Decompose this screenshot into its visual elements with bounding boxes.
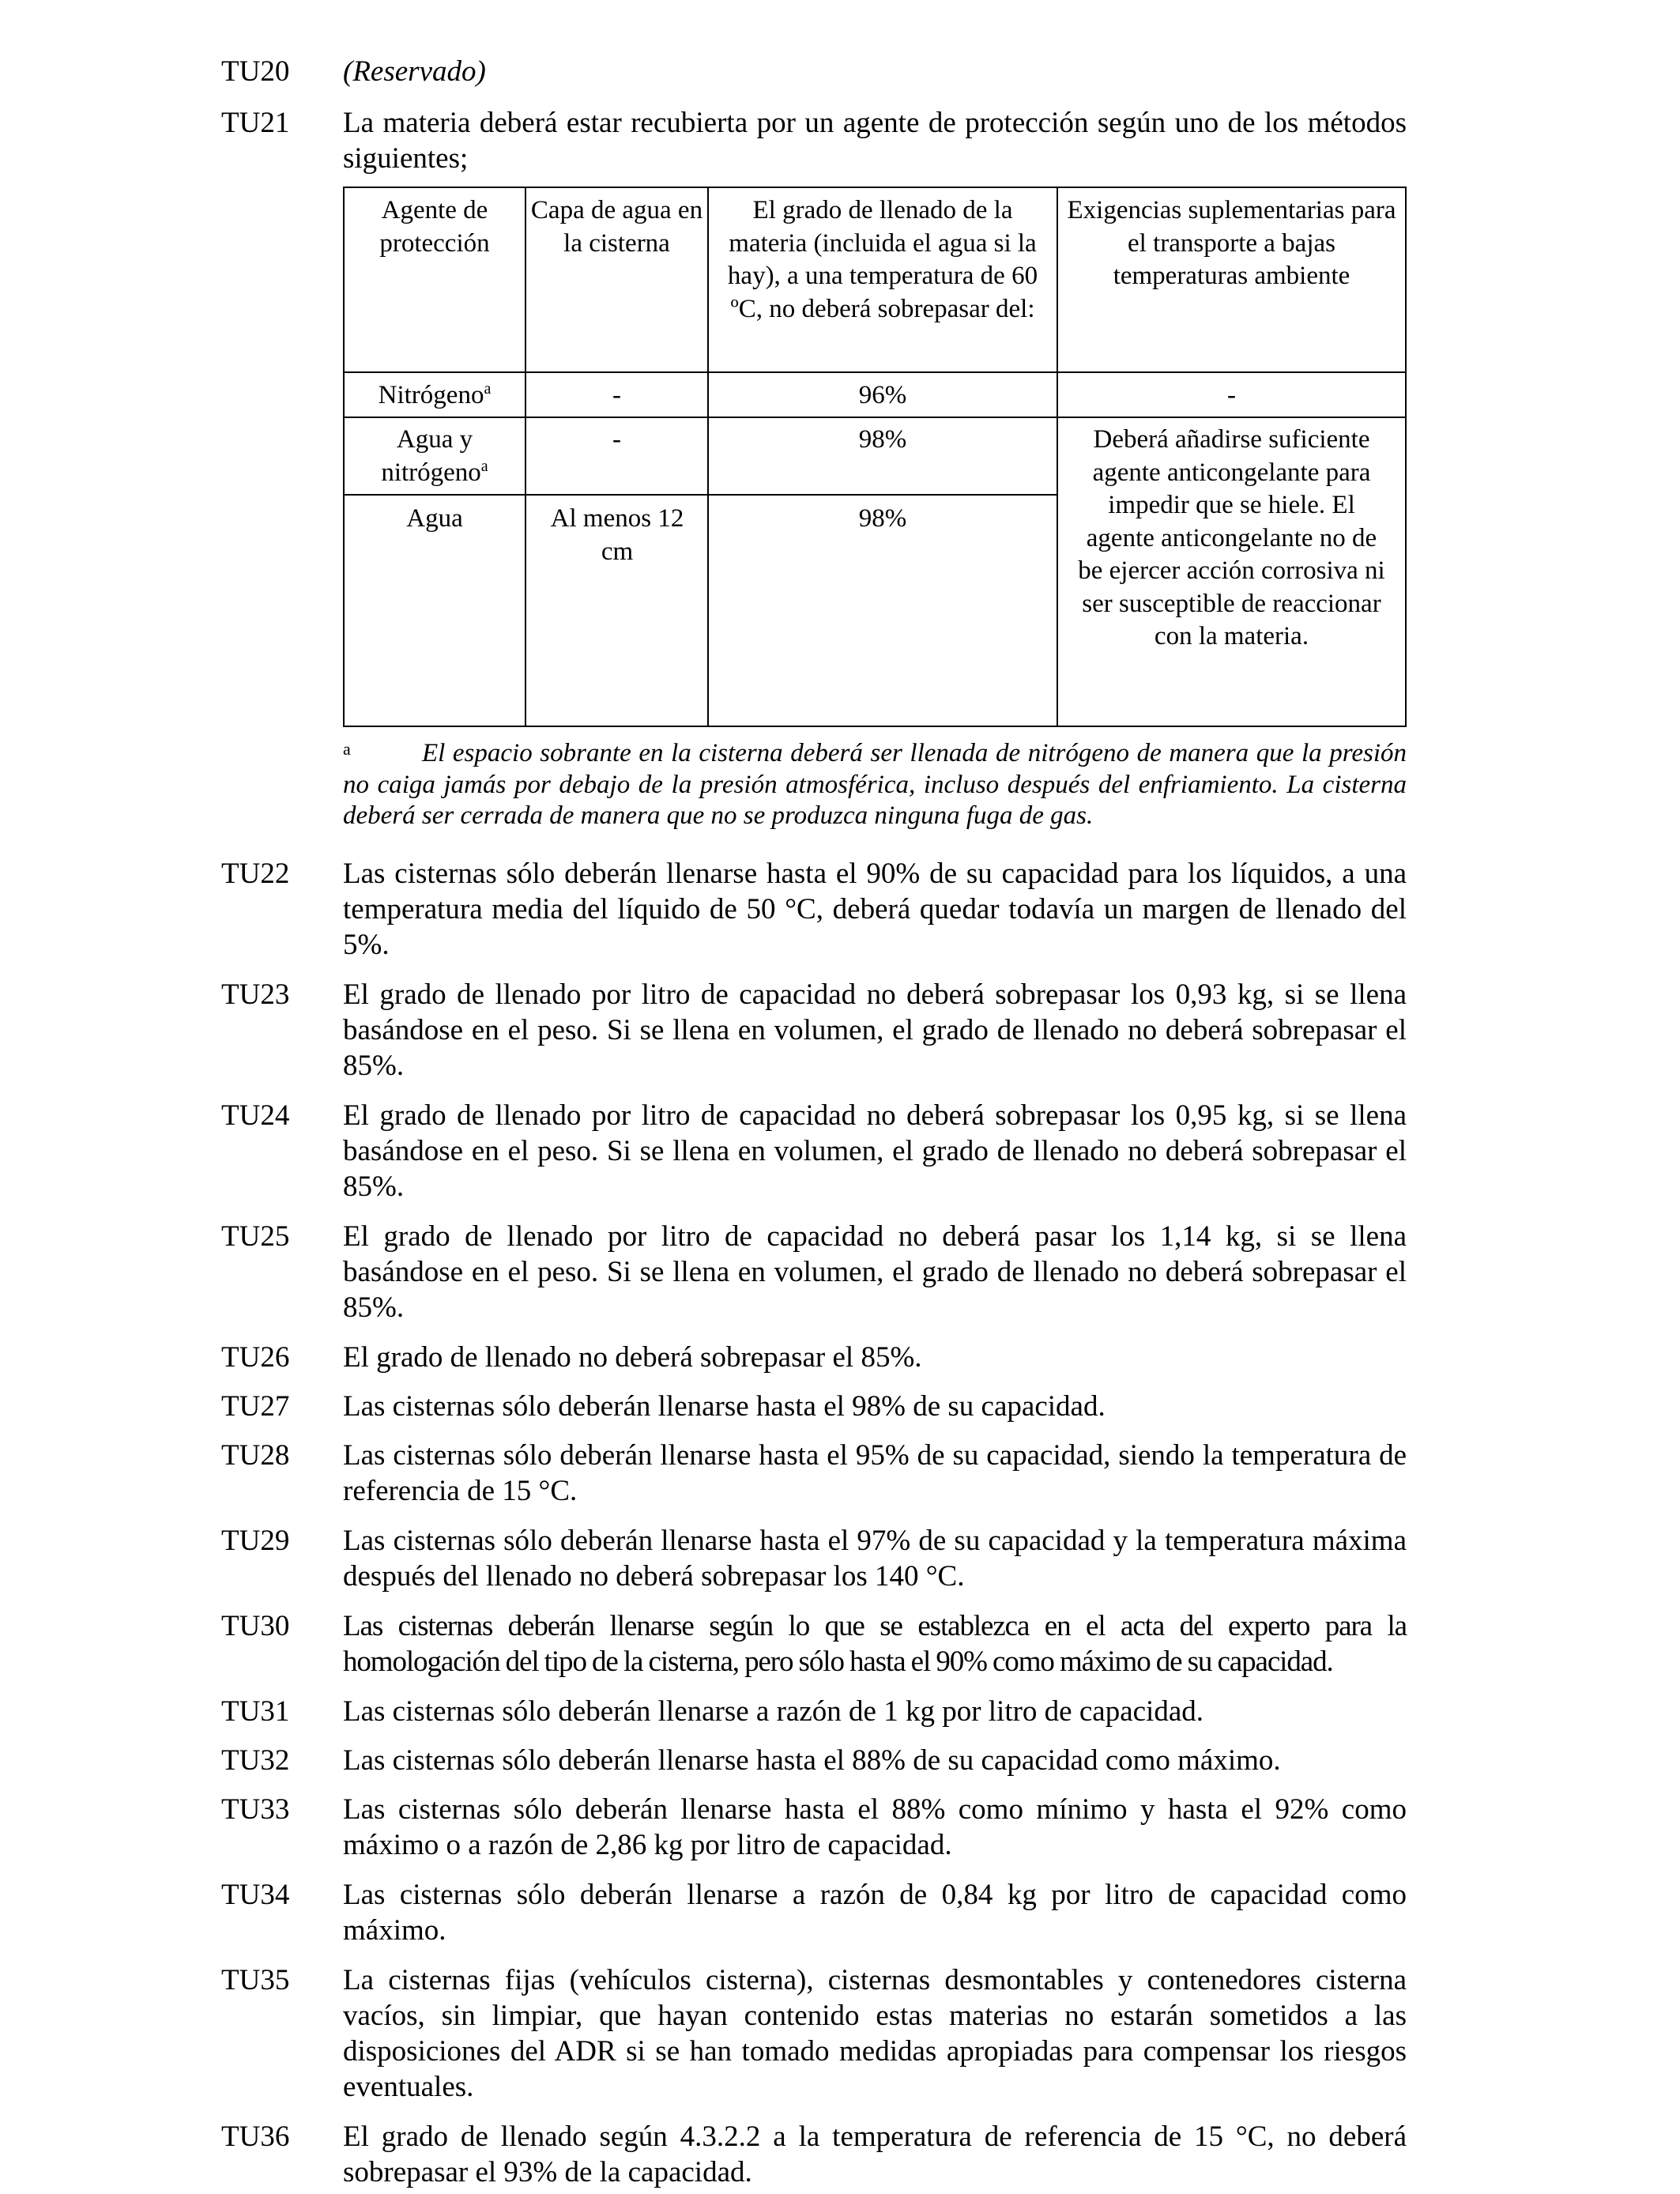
- entry-code: TU24: [221, 1099, 290, 1132]
- entry-text: El grado de llenado no deberá sobrepasar el 85%.: [343, 1341, 922, 1374]
- table-header-extra-requirements: Exigencias suplementarias para el transporte a bajas temperaturas ambiente: [1067, 196, 1396, 290]
- table-cell-water-layer: -: [612, 381, 621, 409]
- entry-text: Las cisternas sólo deberán llenarse hasta el 88% como mínimo y hasta el 92% como máximo o a razón de 2,86 kg por litro de capacidad.: [343, 1793, 1407, 1861]
- entry-text: La cisternas fijas (vehículos cisterna), cisternas desmontables y contenedores cisterna vacíos, sin limpiar, que hayan contenido estas materias no estarán sometidos a las disposiciones del ADR si se han tomado medidas apropiadas para compensar los riesgos eventuales.: [343, 1964, 1407, 2103]
- entry-code: TU20: [221, 55, 290, 88]
- entry-code: TU26: [221, 1341, 290, 1374]
- row-divider: [345, 417, 1405, 418]
- entry-code: TU36: [221, 2120, 290, 2153]
- footnote-marker: a: [480, 457, 488, 475]
- entry-text: Las cisternas sólo deberán llenarse hasta el 97% de su capacidad y la temperatura máxima después del llenado no deberá sobrepasar los 140 °C.: [343, 1525, 1407, 1593]
- entry-text: Las cisternas sólo deberán llenarse a razón de 1 kg por litro de capacidad.: [343, 1695, 1203, 1728]
- entry-code: TU27: [221, 1390, 290, 1423]
- entry-code: TU30: [221, 1610, 290, 1642]
- entry-text: El grado de llenado por litro de capacidad no deberá sobrepasar los 0,95 kg, si se llena basándose en el peso. Si se llena en volumen, el grado de llenado no deberá sobrepasar el 85%.: [343, 1099, 1407, 1203]
- entry-code: TU35: [221, 1964, 290, 1996]
- column-divider: [525, 188, 526, 726]
- entry-code: TU34: [221, 1879, 290, 1911]
- agent-name: Nitrógeno: [378, 381, 484, 409]
- entry-code: TU21: [221, 107, 290, 139]
- table-cell-fill: 98%: [858, 425, 907, 454]
- table-header-fill-degree: El grado de llenado de la materia (incluida el agua si la hay), a una temperatura de 60 ºC, no deberá sobrepasar del:: [727, 196, 1038, 323]
- table-cell-extra-merged: Deberá añadirse suficiente agente anticongelante para impedir que se hiele. El agente anticongelante no de be ejercer acción corrosiva ni ser susceptible de reaccionar con la materia.: [1078, 425, 1385, 650]
- table-cell-fill: 98%: [858, 504, 907, 533]
- entry-code: TU31: [221, 1695, 290, 1728]
- footnote-marker: a: [484, 380, 492, 398]
- row-divider: [345, 371, 1405, 373]
- table-header-agent: Agente de protección: [379, 196, 490, 258]
- table-header-water-layer: Capa de agua en la cisterna: [530, 196, 703, 258]
- entry-text: La materia deberá estar recubierta por un agente de protección según uno de los métodos siguientes;: [343, 107, 1407, 175]
- entry-code: TU33: [221, 1793, 290, 1826]
- entry-text: Las cisternas sólo deberán llenarse hasta el 95% de su capacidad, siendo la temperatura de referencia de 15 °C.: [343, 1439, 1407, 1507]
- entry-text: Las cisternas sólo deberán llenarse hasta el 98% de su capacidad.: [343, 1390, 1106, 1423]
- column-divider: [707, 188, 709, 726]
- table-cell-water-layer: Al menos 12 cm: [550, 504, 684, 566]
- table-cell-agent: [352, 424, 517, 489]
- entry-code: TU25: [221, 1220, 290, 1253]
- entry-text: (Reservado): [343, 55, 486, 88]
- entry-code: TU32: [221, 1744, 290, 1777]
- table-cell-water-layer: -: [612, 425, 621, 454]
- entry-text: Las cisternas sólo deberán llenarse a razón de 0,84 kg por litro de capacidad como máximo.: [343, 1879, 1407, 1947]
- entry-code: TU22: [221, 858, 290, 890]
- entry-code: TU23: [221, 978, 290, 1011]
- agent-name: Agua y nitrógeno: [381, 425, 481, 487]
- protection-agent-table: [343, 187, 1407, 727]
- entry-text: El grado de llenado según 4.3.2.2 a la temperatura de referencia de 15 °C, no deberá sobrepasar el 93% de la capacidad.: [343, 2120, 1407, 2188]
- entry-text: El grado de llenado por litro de capacidad no deberá sobrepasar los 0,93 kg, si se llena basándose en el peso. Si se llena en volumen, el grado de llenado no deberá sobrepasar el 85%.: [343, 978, 1407, 1082]
- table-cell-fill: 96%: [858, 381, 907, 409]
- row-divider: [345, 494, 1057, 496]
- table-cell-agent: Agua: [406, 504, 463, 533]
- entry-text: Las cisternas deberán llenarse según lo que se establezca en el acta del experto para la homologación del tipo de la cisterna, pero sólo hasta el 90% como máximo de su capacidad.: [343, 1610, 1407, 1678]
- table-cell-agent: [345, 379, 525, 413]
- table-footnote: [343, 738, 1407, 832]
- footnote-marker: a: [343, 739, 351, 759]
- entry-code: TU28: [221, 1439, 290, 1472]
- entry-text: Las cisternas sólo deberán llenarse hasta el 90% de su capacidad para los líquidos, a una temperatura media del líquido de 50 °C, deberá quedar todavía un margen de llenado del 5%.: [343, 858, 1407, 961]
- entry-text: Las cisternas sólo deberán llenarse hasta el 88% de su capacidad como máximo.: [343, 1744, 1281, 1777]
- entry-text: El grado de llenado por litro de capacidad no deberá pasar los 1,14 kg, si se llena basándose en el peso. Si se llena en volumen, el grado de llenado no deberá sobrepasar el 85%.: [343, 1220, 1407, 1324]
- footnote-text: El espacio sobrante en la cisterna deberá ser llenada de nitrógeno de manera que la presión no caiga jamás por debajo de la presión atmosférica, incluso después del enfriamiento. La cisterna deberá ser cerrada de manera que no se produzca ninguna fuga de gas.: [343, 739, 1407, 830]
- entry-code: TU29: [221, 1525, 290, 1557]
- table-cell-extra: -: [1227, 381, 1236, 409]
